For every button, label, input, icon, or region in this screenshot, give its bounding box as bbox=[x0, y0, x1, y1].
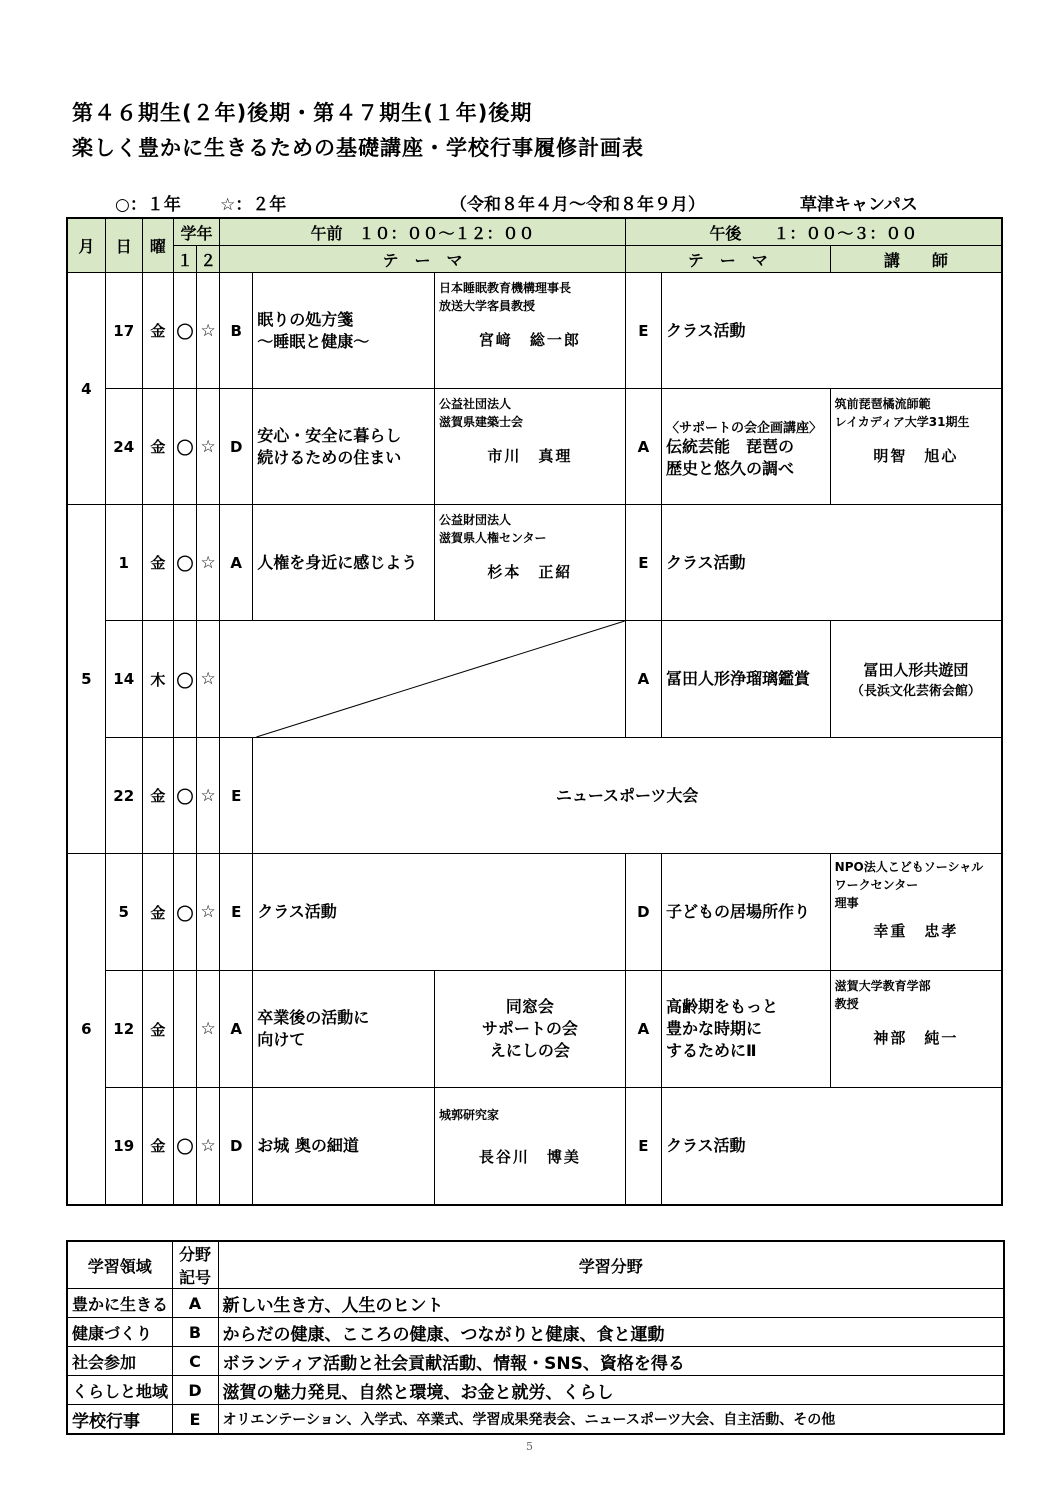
am-theme: 卒業後の活動に 向けて bbox=[253, 971, 435, 1088]
legend-row bbox=[67, 1318, 1004, 1347]
grade1-mark: 〇 bbox=[173, 1088, 196, 1205]
pm-code: E bbox=[625, 273, 661, 389]
legend-code: E bbox=[172, 1405, 218, 1435]
header-weekday: 曜 bbox=[142, 218, 173, 273]
am-theme: 安心・安全に暮らし 続けるための住まい bbox=[253, 389, 435, 505]
day-cell: 22 bbox=[105, 738, 142, 854]
pm-note: 〈サポートの会企画講座〉 bbox=[665, 421, 822, 436]
day-cell: 17 bbox=[105, 273, 142, 389]
legend-row bbox=[67, 1347, 1004, 1376]
legend-area: 豊かに生きる bbox=[67, 1289, 172, 1318]
table-row bbox=[67, 621, 1002, 738]
grade2-mark: ☆ bbox=[197, 505, 220, 621]
pm-code: A bbox=[625, 621, 661, 738]
grade2-mark: ☆ bbox=[197, 273, 220, 389]
header-month: 月 bbox=[67, 218, 105, 273]
month-cell: 5 bbox=[67, 505, 105, 854]
legend-field: 新しい生き方、人生のヒント bbox=[218, 1289, 1004, 1318]
pm-instructor bbox=[830, 854, 1002, 971]
period: （令和８年４月～令和８年９月） bbox=[450, 195, 705, 215]
grade2-mark: ☆ bbox=[197, 854, 220, 971]
legend-field: 滋賀の魅力発見、自然と環境、お金と就労、くらし bbox=[218, 1376, 1004, 1405]
pm-instructor bbox=[830, 621, 1002, 738]
header-instructor: 講 師 bbox=[830, 246, 1002, 273]
legend-row bbox=[67, 1289, 1004, 1318]
title-line1: 第４６期生(２年)後期・第４７期生(１年)後期 bbox=[72, 101, 533, 125]
grade1-mark: 〇 bbox=[173, 854, 196, 971]
day-cell: 24 bbox=[105, 389, 142, 505]
grade2-mark: ☆ bbox=[197, 621, 220, 738]
pm-instructor-org: NPO法人こどもソーシャル ワークセンター 理事 bbox=[834, 860, 984, 910]
grade2-mark: ☆ bbox=[197, 389, 220, 505]
legend-area: くらしと地域 bbox=[67, 1376, 172, 1405]
am-code: A bbox=[220, 971, 253, 1088]
header-afternoon: 午後 １：００～３：００ bbox=[625, 218, 1002, 246]
legend-code: B bbox=[172, 1318, 218, 1347]
header-am-theme: テ ー マ bbox=[220, 246, 626, 273]
legend-header-field: 学習分野 bbox=[218, 1241, 1004, 1289]
am-code: E bbox=[220, 854, 253, 971]
pm-theme: クラス活動 bbox=[661, 273, 1002, 389]
header-grade: 学年 bbox=[173, 218, 219, 246]
pm-code: A bbox=[625, 389, 661, 505]
legend-header-row bbox=[67, 1241, 1004, 1289]
month-cell: 6 bbox=[67, 854, 105, 1205]
campus: 草津キャンパス bbox=[800, 195, 918, 215]
am-theme: 眠りの処方箋 ～睡眠と健康～ bbox=[253, 273, 435, 389]
grade1-mark: 〇 bbox=[173, 273, 196, 389]
pm-theme: クラス活動 bbox=[661, 505, 1002, 621]
grade2-mark: ☆ bbox=[197, 738, 220, 854]
pm-code: A bbox=[625, 971, 661, 1088]
am-instructor bbox=[435, 1088, 626, 1205]
all-day-event: ニュースポーツ大会 bbox=[253, 738, 1002, 854]
grade1-mark: 〇 bbox=[173, 505, 196, 621]
am-instructor-name: 長谷川 博美 bbox=[478, 1148, 581, 1166]
legend-year1: ○：１年 bbox=[115, 195, 181, 215]
pm-instructor-name: 神部 純一 bbox=[873, 1029, 959, 1047]
pm-instructor bbox=[830, 389, 1002, 505]
legend-row bbox=[67, 1376, 1004, 1405]
am-instructor-name: 宮﨑 総一郎 bbox=[478, 331, 581, 349]
weekday-cell: 金 bbox=[142, 273, 173, 389]
day-cell: 12 bbox=[105, 971, 142, 1088]
table-row bbox=[67, 1088, 1002, 1205]
grade1-mark bbox=[173, 971, 196, 1088]
pm-code: D bbox=[625, 854, 661, 971]
weekday-cell: 金 bbox=[142, 738, 173, 854]
am-instructor-name: 杉本 正紹 bbox=[487, 563, 573, 581]
weekday-cell: 金 bbox=[142, 854, 173, 971]
grade1-mark: 〇 bbox=[173, 621, 196, 738]
weekday-cell: 金 bbox=[142, 505, 173, 621]
grade1-mark: 〇 bbox=[173, 738, 196, 854]
table-row bbox=[67, 971, 1002, 1088]
pm-code: E bbox=[625, 505, 661, 621]
am-instructor bbox=[435, 505, 626, 621]
pm-theme: 高齢期をもっと 豊かな時期に するためにⅡ bbox=[661, 971, 830, 1088]
legend-code: C bbox=[172, 1347, 218, 1376]
weekday-cell: 金 bbox=[142, 971, 173, 1088]
pm-instructor-name: 明智 旭心 bbox=[873, 447, 959, 465]
am-code: D bbox=[220, 1088, 253, 1205]
table-row bbox=[67, 505, 1002, 621]
day-cell: 19 bbox=[105, 1088, 142, 1205]
table-row bbox=[67, 854, 1002, 971]
legend-area: 社会参加 bbox=[67, 1347, 172, 1376]
page-number: 5 bbox=[526, 1440, 533, 1453]
weekday-cell: 金 bbox=[142, 1088, 173, 1205]
header-day: 日 bbox=[105, 218, 142, 273]
header-grade1: １ bbox=[173, 246, 196, 273]
pm-instructor-org: 滋賀大学教育学部 教授 bbox=[834, 979, 931, 1011]
am-theme: 人権を身近に感じよう bbox=[253, 505, 435, 621]
legend-year2: ☆：２年 bbox=[220, 195, 287, 215]
table-row bbox=[67, 389, 1002, 505]
schedule-table bbox=[66, 217, 1003, 1206]
day-cell: 1 bbox=[105, 505, 142, 621]
pm-instructor-name: 冨田人形共遊団 bbox=[863, 661, 969, 679]
legend-table bbox=[66, 1240, 1005, 1435]
pm-theme: クラス活動 bbox=[661, 1088, 1002, 1205]
am-code: B bbox=[220, 273, 253, 389]
am-empty-slot bbox=[220, 621, 626, 738]
legend-header-area: 学習領域 bbox=[67, 1241, 172, 1289]
legend-header-code: 分野記号 bbox=[172, 1241, 218, 1289]
am-instructor-name: 市川 真理 bbox=[487, 447, 573, 465]
am-theme: クラス活動 bbox=[253, 854, 626, 971]
grade2-mark: ☆ bbox=[197, 1088, 220, 1205]
pm-instructor bbox=[830, 971, 1002, 1088]
pm-instructor-org: （長浜文化芸術会館） bbox=[850, 684, 981, 699]
legend-row bbox=[67, 1405, 1004, 1435]
am-code: D bbox=[220, 389, 253, 505]
am-instructor-org: 公益社団法人 滋賀県建築士会 bbox=[439, 397, 524, 429]
legend-field: オリエンテーション、入学式、卒業式、学習成果発表会、ニュースポーツ大会、自主活動、その他 bbox=[218, 1405, 1004, 1435]
grade1-mark: 〇 bbox=[173, 389, 196, 505]
day-cell: 14 bbox=[105, 621, 142, 738]
legend-area: 学校行事 bbox=[67, 1405, 172, 1435]
am-instructor bbox=[435, 273, 626, 389]
month-cell: 4 bbox=[67, 273, 105, 505]
legend-field: ボランティア活動と社会貢献活動、情報・SNS、資格を得る bbox=[218, 1347, 1004, 1376]
header-grade2: ２ bbox=[197, 246, 220, 273]
header-morning: 午前 １０：００～１２：００ bbox=[220, 218, 626, 246]
pm-instructor-name: 幸重 忠孝 bbox=[873, 922, 959, 940]
legend-area: 健康づくり bbox=[67, 1318, 172, 1347]
weekday-cell: 木 bbox=[142, 621, 173, 738]
table-row bbox=[67, 738, 1002, 854]
grade2-mark: ☆ bbox=[197, 971, 220, 1088]
pm-code: E bbox=[625, 1088, 661, 1205]
am-instructor-org: 公益財団法人 滋賀県人権センター bbox=[439, 513, 547, 545]
pm-theme: 伝統芸能 琵琶の 歴史と悠久の調べ bbox=[665, 437, 794, 478]
pm-theme: 冨田人形浄瑠璃鑑賞 bbox=[661, 621, 830, 738]
pm-theme-cell bbox=[661, 389, 830, 505]
table-row bbox=[67, 273, 1002, 389]
am-instructor-org: 日本睡眠教育機構理事長 放送大学客員教授 bbox=[439, 281, 572, 313]
title-line2: 楽しく豊かに生きるための基礎講座・学校行事履修計画表 bbox=[72, 136, 644, 160]
header-pm-theme: テ ー マ bbox=[625, 246, 830, 273]
am-theme: お城 奥の細道 bbox=[253, 1088, 435, 1205]
legend-field: からだの健康、こころの健康、つながりと健康、食と運動 bbox=[218, 1318, 1004, 1347]
am-code: A bbox=[220, 505, 253, 621]
day-cell: 5 bbox=[105, 854, 142, 971]
am-code: E bbox=[220, 738, 253, 854]
am-instructor bbox=[435, 389, 626, 505]
legend-code: D bbox=[172, 1376, 218, 1405]
legend-code: A bbox=[172, 1289, 218, 1318]
am-instructor-org: 城郭研究家 bbox=[439, 1108, 500, 1122]
weekday-cell: 金 bbox=[142, 389, 173, 505]
am-organizer: 同窓会 サポートの会 えにしの会 bbox=[435, 971, 626, 1088]
diagonal-line bbox=[220, 621, 625, 737]
pm-instructor-org: 筑前琵琶橘流師範 レイカディア大学31期生 bbox=[834, 397, 970, 429]
pm-theme: 子どもの居場所作り bbox=[661, 854, 830, 971]
